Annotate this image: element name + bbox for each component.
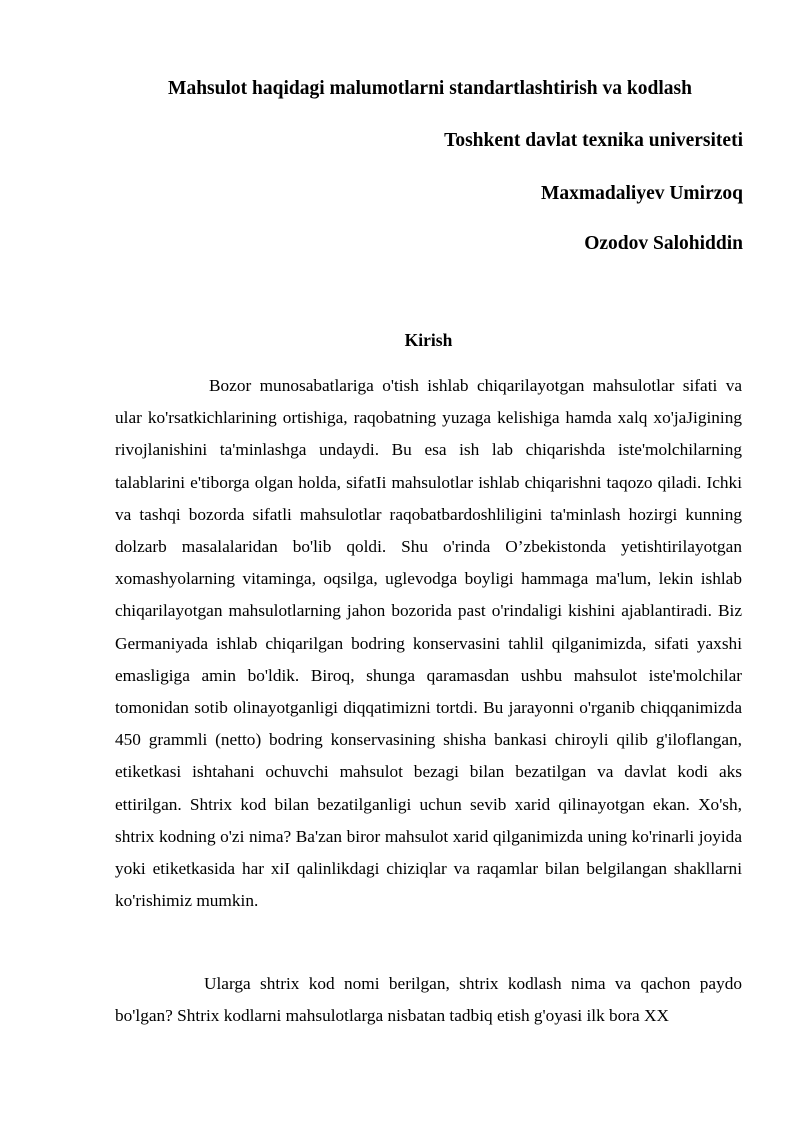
author-name: Maxmadaliyev Umirzoq [540, 183, 743, 204]
author-name: Ozodov Salohiddin [584, 233, 743, 254]
body-paragraph: Ularga shtrix kod nomi berilgan, shtrix kodlash nima va qachon paydo bo'lgan? Shtrix kodlarni mahsulotlarga nisbatan tadbiq etish g'oyasi ilk bora XX [115, 974, 742, 1026]
university-name: Toshkent davlat texnika universiteti [444, 130, 743, 151]
section-heading: Kirish [404, 330, 453, 350]
document-title: Mahsulot haqidagi malumotlarni standartlashtirish va kodlash [168, 78, 692, 99]
body-paragraph: Bozor munosabatlariga o'tish ishlab chiqarilayotgan mahsulotlar sifati va ular ko'rsatkichlarining ortishiga, raqobatning yuzaga kelishiga hamda xalq xo'jaJigining rivojlanishini ta'minlashga undaydi. Bu esa ish lab chiqarishda iste'molchilarning talablarini e'tiborga olgan holda, sifatIi mahsulotlar ishlab chiqarishni taqozo qiladi. Ichki va tashqi bozorda sifatli mahsulotlar raqobatbardoshliligini ta'minlash hozirgi kunning dolzarb masalalaridan bo'lib qoldi. Shu o'rinda O’zbekistonda yetishtirilayotgan xomashyolarning vitaminga, oqsilga, uglevodga boyligi hammaga ma'lum, lekin ishlab chiqarilayotgan mahsulotlarning jahon bozorida past o'rindaligi kishini ajablantiradi. Biz Germaniyada ishlab chiqarilgan bodring konservasini tahlil qilganimizda, sifati yaxshi emasligiga amin bo'ldik. Biroq, shunga qaramasdan ushbu mahsulot iste'molchilar tomonidan sotib olinayotganligi diqqatimizni tortdi. Bu jarayonni o'rganib chiqqanimizda 450 grammli (netto) bodring konservasining shisha bankasi chiroyli qilib g'iloflangan, etiketkasi ishtahani ochuvchi mahsulot bezagi bilan bezatilgan va davlat kodi aks ettirilgan. Shtrix kod bilan bezatilganligi uchun sevib xarid qilinayotgan ekan. Xo'sh, shtrix kodning o'zi nima? Ba'zan biror mahsulot xarid qilganimizda uning ko'rinarli joyida yoki etiketkasida har xiI qalinlikdagi chiziqlar va raqamlar bilan belgilangan shakllarni ko'rishimiz mumkin. [115, 376, 742, 911]
